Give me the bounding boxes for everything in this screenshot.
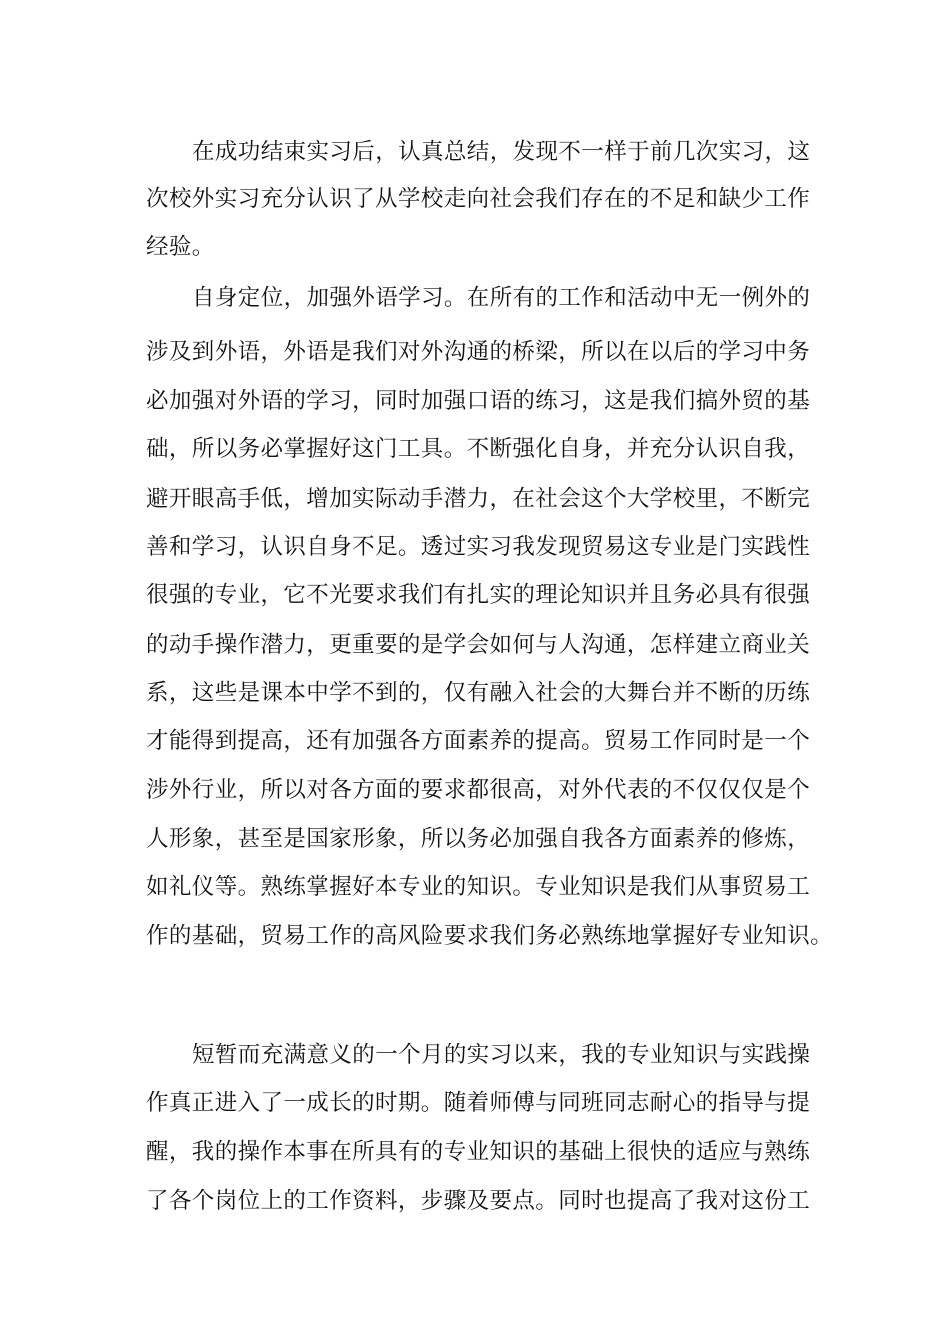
paragraph-2-line-8: 的动手操作潜力，更重要的是学会如何与人沟通，怎样建立商业关 — [146, 632, 811, 658]
paragraph-2-line-15 — [146, 970, 950, 1000]
paragraph-2-line-7: 很强的专业，它不光要求我们有扎实的理论知识并且务必具有很强 — [146, 582, 811, 608]
paragraph-2-line-11: 涉外行业，所以对各方面的要求都很高，对外代表的不仅仅仅是个 — [146, 777, 811, 803]
paragraph-2-line-4: 础，所以务必掌握好这门工具。不断强化自身，并充分认识自我， — [146, 436, 811, 462]
paragraph-3-line-3: 醒，我的操作本事在所具有的专业知识的基础上很快的适应与熟练 — [146, 1139, 811, 1165]
paragraph-3-line-4: 了各个岗位上的工作资料，步骤及要点。同时也提高了我对这份工 — [146, 1188, 811, 1214]
paragraph-3-line-1: 短暂而充满意义的一个月的实习以来，我的专业知识与实践操 — [192, 1042, 811, 1068]
paragraph-1-line-3: 经验。 — [146, 234, 215, 260]
paragraph-2-line-12: 人形象，甚至是国家形象，所以务必加强自我各方面素养的修炼， — [146, 826, 811, 852]
paragraph-2-line-6: 善和学习，认识自身不足。透过实习我发现贸易这专业是门实践性 — [146, 534, 811, 560]
paragraph-2-line-5: 避开眼高手低，增加实际动手潜力，在社会这个大学校里，不断完 — [146, 486, 811, 512]
paragraph-2-line-14: 作的基础，贸易工作的高风险要求我们务必熟练地掌握好专业知识。 — [146, 923, 834, 949]
paragraph-2-line-13: 如礼仪等。熟练掌握好本专业的知识。专业知识是我们从事贸易工 — [146, 874, 811, 900]
paragraph-2-line-2: 涉及到外语，外语是我们对外沟通的桥梁，所以在以后的学习中务 — [146, 339, 811, 365]
paragraph-3-line-2: 作真正进入了一成长的时期。随着师傅与同班同志耐心的指导与提 — [146, 1090, 811, 1116]
paragraph-2-line-1: 自身定位，加强外语学习。在所有的工作和活动中无一例外的 — [192, 285, 811, 311]
paragraph-2-line-9: 系，这些是课本中学不到的，仅有融入社会的大舞台并不断的历练 — [146, 680, 811, 706]
paragraph-1-line-1: 在成功结束实习后，认真总结，发现不一样于前几次实习，这 — [192, 139, 811, 165]
paragraph-2-line-3: 必加强对外语的学习，同时加强口语的练习，这是我们搞外贸的基 — [146, 388, 811, 414]
paragraph-1-line-2: 次校外实习充分认识了从学校走向社会我们存在的不足和缺少工作 — [146, 186, 811, 212]
paragraph-2-line-10: 才能得到提高，还有加强各方面素养的提高。贸易工作同时是一个 — [146, 728, 811, 754]
